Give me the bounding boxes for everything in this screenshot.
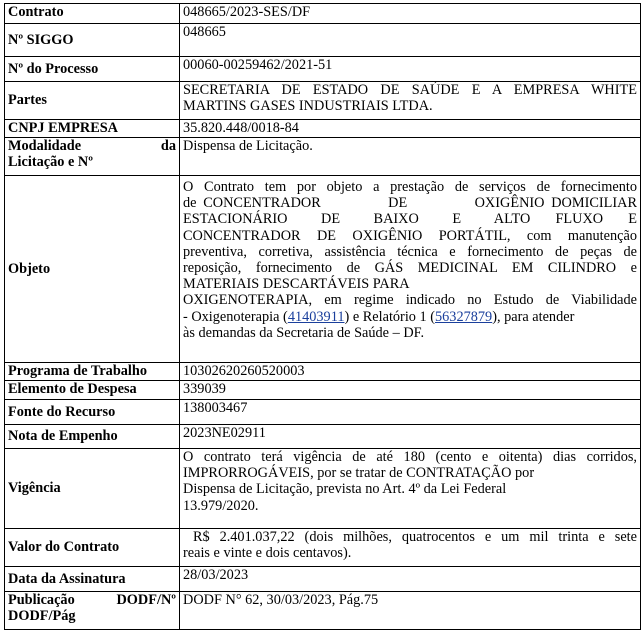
partes-line-1: SECRETARIA DE ESTADO DE SAÚDE E A EMPRESA WHITE: [183, 82, 637, 98]
label-processo: Nº do Processo: [5, 57, 180, 82]
modalidade-label-line-2: Licitação e Nº: [8, 154, 93, 171]
table-row-assinatura: [5, 567, 641, 592]
value-cnpj: 35.820.448/0018-84: [180, 120, 641, 138]
value-elemento: 339039: [180, 381, 641, 400]
vigencia-line-2: IMPRORROGÁVEIS, por se tratar de CONTRATAÇÃO por: [183, 465, 535, 482]
value-objeto: [180, 176, 641, 363]
value-programa: 10302620260520003: [180, 363, 641, 381]
label-vigencia: Vigência: [5, 449, 180, 529]
table-row-empenho: [5, 425, 641, 449]
value-siggo: 048665: [180, 24, 641, 57]
vigencia-line-4: 13.979/2020.: [183, 497, 259, 514]
vigencia-line-3: Dispensa de Licitação, prevista no Art. 4º da Lei Federal: [183, 481, 507, 498]
publicacao-label-word-2: DODF/Nº: [116, 592, 176, 608]
objeto-line-10: às demandas da Secretaria de Saúde – DF.: [183, 324, 425, 341]
modalidade-label-line-1: [8, 138, 176, 154]
value-valor: [180, 529, 641, 567]
label-empenho: Nota de Empenho: [5, 425, 180, 449]
label-elemento: Elemento de Despesa: [5, 381, 180, 400]
table-row-vigencia: [5, 449, 641, 529]
label-siggo: Nº SIGGO: [5, 24, 180, 57]
table-row-siggo: [5, 24, 641, 57]
table-row-publicacao: [5, 592, 641, 630]
label-objeto: Objeto: [5, 176, 180, 363]
objeto-line-1: O Contrato tem por objeto a prestação de serviços de fornecimento: [183, 179, 637, 195]
value-assinatura: 28/03/2023: [180, 567, 641, 592]
modalidade-label-word-1: Modalidade: [8, 138, 82, 154]
table-row-cnpj: [5, 120, 641, 138]
label-valor: Valor do Contrato: [5, 529, 180, 567]
vigencia-line-1: O contrato terá vigência de até 180 (cento e oitenta) dias corridos,: [183, 449, 637, 465]
table-row-programa: [5, 363, 641, 381]
modalidade-label-word-2: da: [160, 138, 176, 154]
publicacao-label-line-2: DODF/Pág: [8, 608, 76, 625]
process-link-56327879[interactable]: 56327879: [435, 308, 493, 325]
label-modalidade: [5, 138, 180, 176]
partes-line-2: MARTINS GASES INDUSTRIAIS LTDA.: [183, 98, 433, 115]
table-row-modalidade: [5, 138, 641, 176]
value-empenho: 2023NE02911: [180, 425, 641, 449]
objeto-line-3: ESTACIONÁRIO DE BAIXO E ALTO FLUXO E: [183, 211, 637, 228]
label-assinatura: Data da Assinatura: [5, 567, 180, 592]
publicacao-label-line-1: [8, 592, 176, 608]
value-vigencia: [180, 449, 641, 529]
objeto-line-9-mid: ) e Relatório 1 (: [344, 308, 435, 325]
label-publicacao: [5, 592, 180, 630]
contract-table: [4, 3, 641, 630]
table-row-valor: [5, 529, 641, 567]
value-partes: [180, 82, 641, 120]
value-modalidade: Dispensa de Licitação.: [180, 138, 641, 176]
value-processo: 00060-00259462/2021-51: [180, 57, 641, 82]
value-fonte: 138003467: [180, 400, 641, 425]
objeto-line-5: preventiva, corretiva, assistência técnica e fornecimento de peças de: [183, 243, 637, 260]
value-publicacao: DODF N° 62, 30/03/2023, Pág.75: [180, 592, 641, 630]
objeto-line-9-pre: - Oxigenoterapia (: [183, 308, 288, 325]
label-partes: Partes: [5, 82, 180, 120]
table-row-partes: [5, 82, 641, 120]
objeto-line-8: OXIGENOTERAPIA, em regime indicado no Estudo de Viabilidade: [183, 292, 637, 309]
objeto-line-6: reposição, fornecimento de GÁS MEDICINAL EM CILINDRO e: [183, 260, 637, 277]
objeto-line-2: de CONCENTRADOR DE OXIGÊNIO DOMICILIAR: [183, 195, 637, 212]
table-row-processo: [5, 57, 641, 82]
table-row-fonte: [5, 400, 641, 425]
table-row-elemento: [5, 381, 641, 400]
objeto-line-4: CONCENTRADOR DE OXIGÊNIO PORTÁTIL, com manutenção: [183, 227, 637, 244]
objeto-line-7: MATERIAIS DESCARTÁVEIS PARA: [183, 276, 410, 293]
label-cnpj: CNPJ EMPRESA: [5, 120, 180, 138]
objeto-line-9: [183, 309, 637, 325]
valor-line-2: reais e vinte e dois centavos).: [183, 545, 352, 562]
publicacao-label-word-1: Publicação: [8, 592, 75, 608]
process-link-41403911[interactable]: 41403911: [287, 308, 345, 325]
value-contrato: 048665/2023-SES/DF: [180, 4, 641, 24]
valor-line-1: R$ 2.401.037,22 (dois milhões, quatrocentos e um mil trinta e sete: [183, 529, 637, 545]
table-row-contrato: [5, 4, 641, 24]
label-programa: Programa de Trabalho: [5, 363, 180, 381]
table-row-objeto: [5, 176, 641, 363]
label-fonte: Fonte do Recurso: [5, 400, 180, 425]
objeto-line-9-post: ), para atender: [492, 308, 575, 325]
label-contrato: Contrato: [5, 4, 180, 24]
